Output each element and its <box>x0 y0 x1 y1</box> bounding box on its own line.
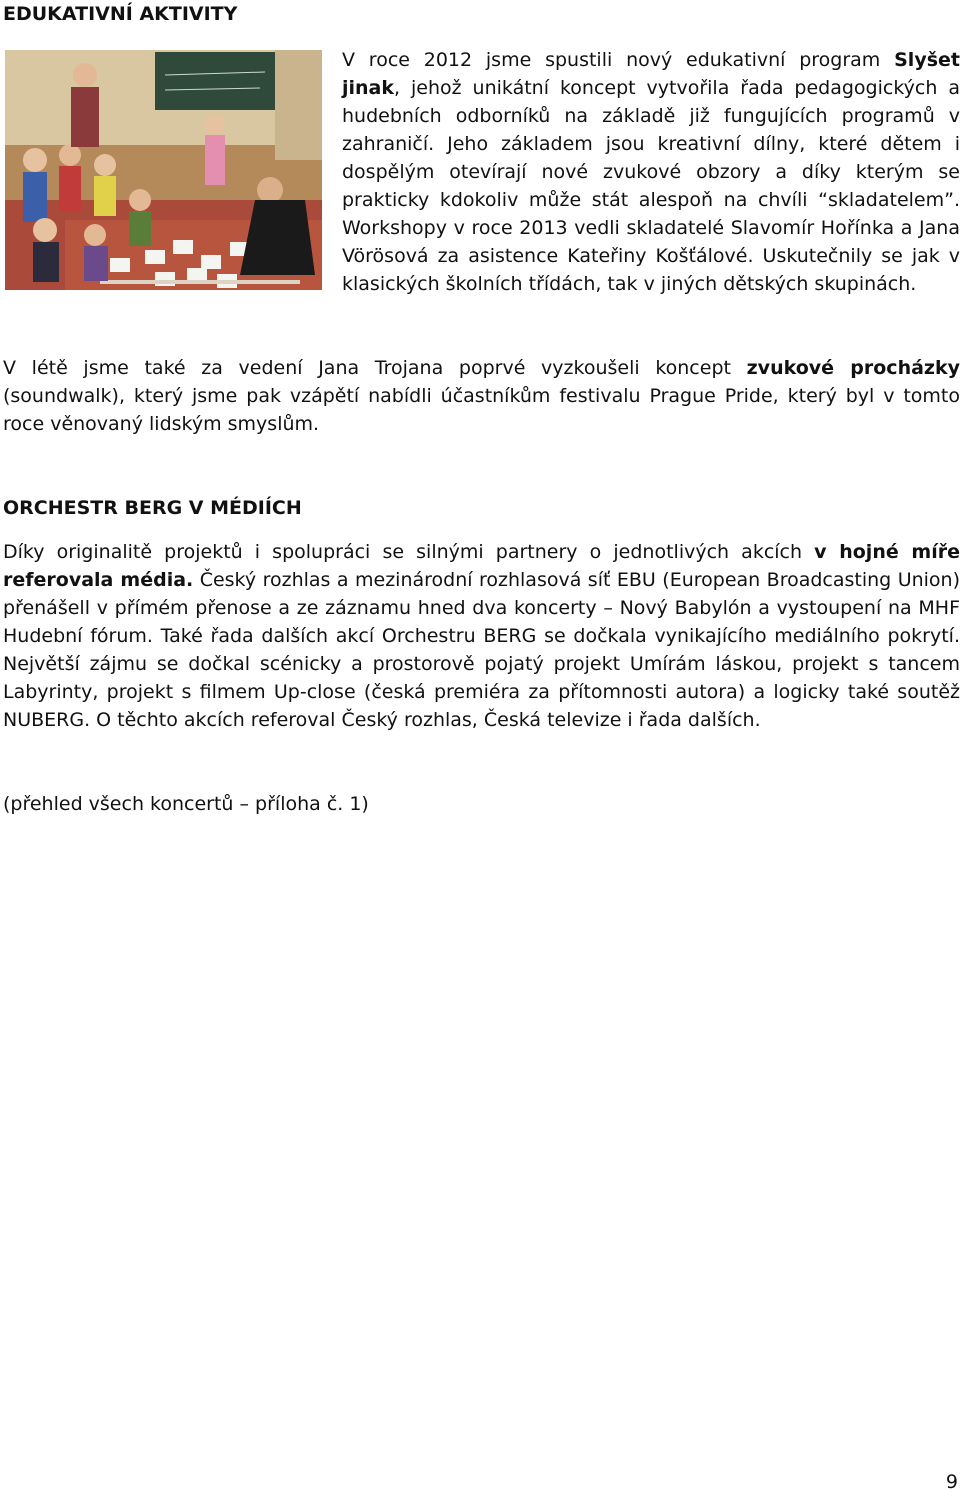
soundwalk-highlight: zvukové procházky <box>746 357 960 379</box>
text-run: Díky originalitě projektů i spolupráci se silnými partnery o jednotlivých akcích <box>3 541 815 563</box>
section-heading-educational: EDUKATIVNÍ AKTIVITY <box>3 3 238 25</box>
section-educational <box>3 46 960 298</box>
children-workshop-photo <box>5 50 322 290</box>
workshop-photo <box>5 50 322 290</box>
text-run: Český rozhlas a mezinárodní rozhlasová síť EBU (European Broadcasting Union) přenášell v přímém přenose a ze záznamu hned dva koncerty – Nový Babylón a vystoupení na MHF Hudební fórum. Také řada dalších akcí Orchestru BERG se dočkala vynikajícího mediálního pokrytí. Největší zájmu se dočkal scénicky a prostorově pojatý projekt Umírám láskou, projekt s tancem Labyrinty, projekt s filmem Up-close (česká premiéra za přítomnosti autora) a logicky také soutěž NUBERG. O těchto akcích referoval Český rozhlas, Česká televize i řada dalších. <box>3 569 960 731</box>
paragraph-concerts-note: (přehled všech koncertů – příloha č. 1) <box>3 793 369 815</box>
program-name: Slyšet jinak <box>342 49 960 99</box>
page-number: 9 <box>945 1471 958 1493</box>
text-run: V létě jsme také za vedení Jana Trojana poprvé vyzkoušeli koncept <box>3 357 747 379</box>
section-heading-media: ORCHESTR BERG V MÉDIÍCH <box>3 497 302 519</box>
text-run: (soundwalk), který jsme pak vzápětí nabídli účastníkům festivalu Prague Pride, který byl v tomto roce věnovaný lidským smyslům. <box>3 385 960 435</box>
paragraph-soundwalk <box>3 354 960 438</box>
text-run: , jehož unikátní koncept vytvořila řada pedagogických a hudebních odborníků na základě již fungujících programů v zahraničí. Jeho základem jsou kreativní dílny, které dětem i dospělým otevírají nové zvukové obzory a díky kterým se prakticky kdokoliv může stát alespoň na chvíli “skladatelem”. Workshopy v roce 2013 vedli skladatelé Slavomír Hořínka a Jana Vörösová za asistence Kateřiny Košťálové. Uskutečnily se jak v klasických školních třídách, tak v jiných dětských skupinách. <box>342 77 960 295</box>
text-run: V roce 2012 jsme spustili nový edukativní program <box>342 49 895 71</box>
paragraph-media <box>3 538 960 734</box>
media-highlight: v hojné míře referovala média. <box>3 541 960 591</box>
